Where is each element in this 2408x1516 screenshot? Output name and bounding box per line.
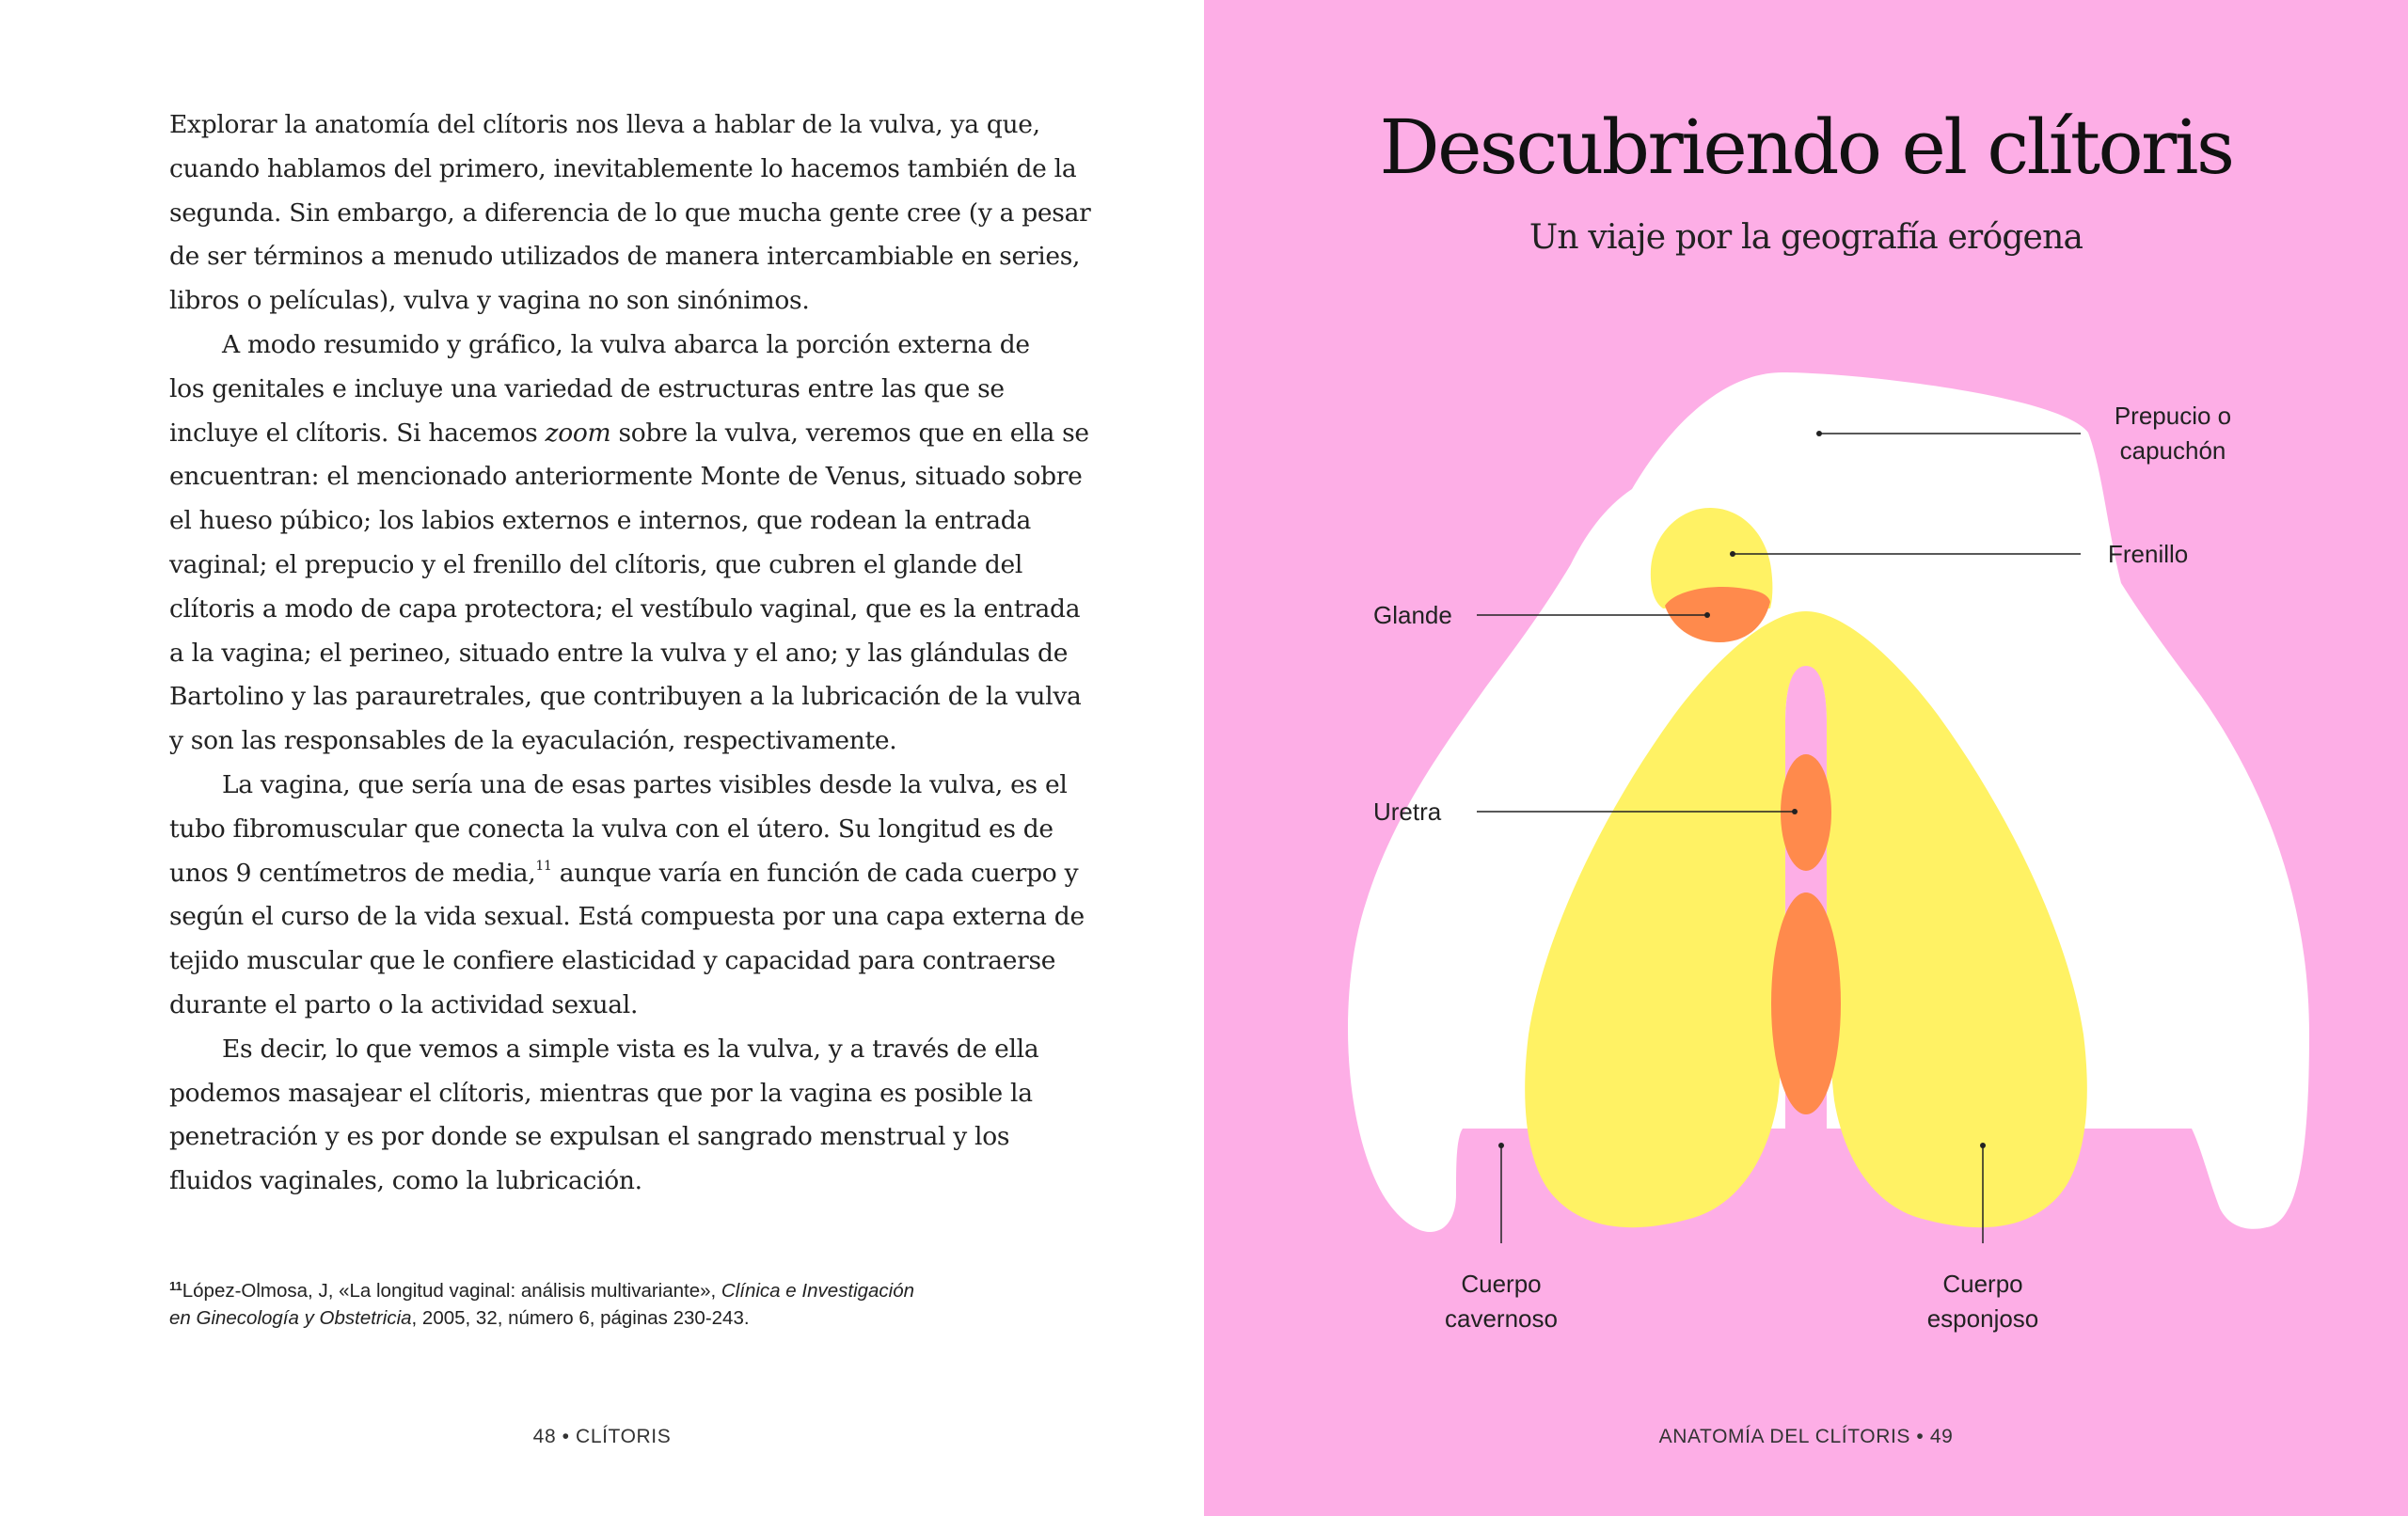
uretra-callout-dot: [1792, 809, 1798, 814]
label-cuerpo-cavernoso: [1445, 1267, 1558, 1336]
vaginal-opening-shape: [1771, 892, 1841, 1114]
text-line: A modo resumido y gráfico, la vulva abarca la porción externa de: [222, 329, 1030, 359]
text-line: durante el parto o la actividad sexual.: [169, 989, 639, 1019]
label-cuerpo-esponjoso: [1927, 1267, 2039, 1336]
text-line: el hueso púbico; los labios externos e internos, que rodean la entrada: [169, 506, 1031, 536]
text-line: a la vagina; el perineo, situado entre la vulva y el ano; y las glándulas de: [169, 638, 1069, 668]
footnote-text: López-Olmosa, J, «La longitud vaginal: análisis multivariante»,: [182, 1280, 721, 1302]
footnote-text: , 2005, 32, número 6, páginas 230-243.: [411, 1307, 750, 1329]
text-fragment: unos 9 centímetros de media,: [169, 858, 536, 888]
right-page: [1204, 0, 2408, 1516]
cavernoso-callout-dot: [1498, 1143, 1504, 1148]
text-line: segunda. Sin embargo, a diferencia de lo que mucha gente cree (y a pesar: [169, 197, 1091, 228]
italic-word: zoom: [545, 418, 611, 448]
text-line: clítoris a modo de capa protectora; el vestíbulo vaginal, que es la entrada: [169, 593, 1081, 624]
text-fragment: sobre la vulva, veremos que en ella se: [610, 418, 1089, 448]
text-line: penetración y es por donde se expulsan el sangrado menstrual y los: [169, 1122, 1010, 1152]
glande-callout-dot: [1704, 612, 1710, 618]
text-line: tejido muscular que le confiere elasticidad y capacidad para contraerse: [169, 946, 1056, 976]
label-line: Cuerpo: [1461, 1270, 1542, 1298]
label-line: Prepucio o: [2114, 402, 2232, 430]
esponjoso-callout-dot: [1980, 1143, 1986, 1148]
text-fragment: aunque varía en función de cada cuerpo y: [551, 858, 1079, 888]
label-glande: Glande: [1373, 601, 1452, 629]
text-line: los genitales e incluye una variedad de estructuras entre las que se: [169, 373, 1005, 403]
paragraph-1: [169, 103, 1091, 324]
label-line: cavernoso: [1445, 1304, 1558, 1333]
text-line: encuentran: el mencionado anteriormente Monte de Venus, situado sobre: [169, 462, 1083, 492]
label-frenillo: Frenillo: [2108, 540, 2189, 568]
page-number-right: ANATOMÍA DEL CLÍTORIS • 49: [1658, 1426, 1954, 1447]
label-prepucio: [2115, 399, 2231, 468]
footnote: [169, 1277, 1072, 1332]
footnote-line: [169, 1277, 1072, 1304]
prepucio-callout-dot: [1816, 431, 1822, 436]
footnote-number: 11: [169, 1279, 182, 1293]
page-title: Descubriendo el clítoris: [1379, 103, 2233, 191]
label-line: capuchón: [2119, 436, 2226, 465]
footnote-journal: en Ginecología y Obstetricia: [169, 1307, 412, 1329]
text-line: libros o películas), vulva y vagina no son sinónimos.: [169, 286, 810, 316]
text-line: de ser términos a menudo utilizados de manera intercambiable en series,: [169, 242, 1081, 272]
footnote-line: [169, 1304, 1072, 1332]
text-line: según el curso de la vida sexual. Está compuesta por una capa externa de: [169, 902, 1085, 932]
footnote-journal: Clínica e Investigación: [721, 1280, 915, 1302]
text-line: cuando hablamos del primero, inevitablemente lo hacemos también de la: [169, 153, 1077, 183]
text-line: Es decir, lo que vemos a simple vista es la vulva, y a través de ella: [222, 1034, 1039, 1064]
paragraph-3: [169, 764, 1085, 1028]
text-line: Explorar la anatomía del clítoris nos lleva a hablar de la vulva, ya que,: [169, 110, 1040, 139]
label-uretra: Uretra: [1373, 797, 1442, 826]
text-fragment: incluye el clítoris. Si hacemos: [169, 418, 546, 448]
body-text: [169, 103, 1091, 1204]
frenillo-callout-dot: [1730, 551, 1735, 557]
text-line: La vagina, que sería una de esas partes visibles desde la vulva, es el: [222, 769, 1068, 799]
text-line: fluidos vaginales, como la lubricación.: [169, 1166, 642, 1196]
label-line: esponjoso: [1926, 1304, 2039, 1333]
page-subtitle: Un viaje por la geografía erógena: [1529, 218, 2083, 257]
text-line: [169, 412, 1089, 456]
text-line: tubo fibromuscular que conecta la vulva con el útero. Su longitud es de: [169, 813, 1054, 844]
page-number-left: 48 • CLÍTORIS: [532, 1426, 672, 1447]
clitoris-diagram: [1204, 0, 2408, 1516]
urethra-shape: [1781, 754, 1831, 871]
label-line: Cuerpo: [1942, 1270, 2023, 1298]
text-line: [169, 852, 1079, 896]
text-line: podemos masajear el clítoris, mientras que por la vagina es posible la: [169, 1078, 1033, 1108]
paragraph-2: [169, 324, 1089, 764]
footnote-ref[interactable]: 11: [535, 858, 552, 874]
text-line: y son las responsables de la eyaculación, respectivamente.: [169, 726, 897, 756]
text-line: vaginal; el prepucio y el frenillo del clítoris, que cubren el glande del: [169, 549, 1023, 579]
text-line: Bartolino y las parauretrales, que contribuyen a la lubricación de la vulva: [169, 682, 1082, 712]
paragraph-4: [169, 1028, 1044, 1204]
